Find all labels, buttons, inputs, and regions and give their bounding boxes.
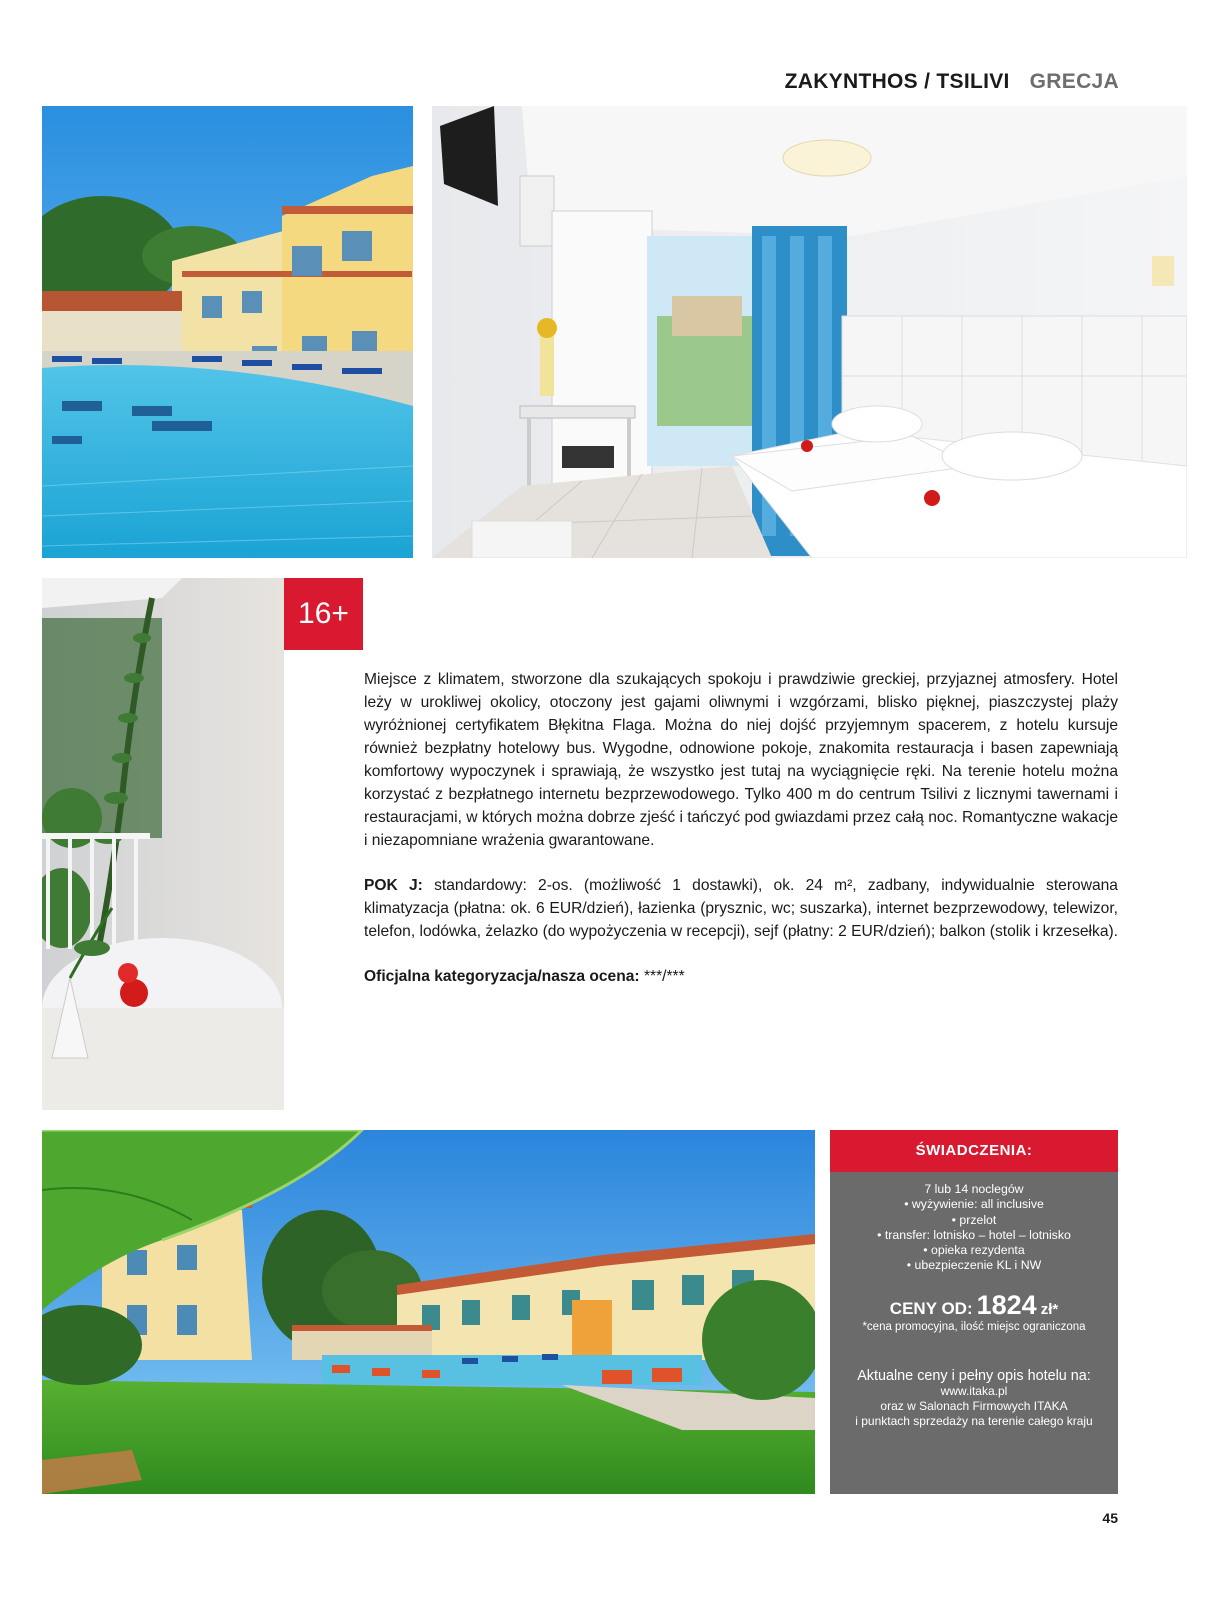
room-label: POK J: xyxy=(364,877,423,894)
rating-paragraph xyxy=(364,965,1118,988)
intro-body: Hotel leży w urokliwej okolicy, otoczony jest gajami oliwnymi i wzgórzami, blisko pięknej, piaszczystej plaży wyróżnionej certyfikatem Błękitna Flaga. Można do niej dojść przyjemnym spacerem, z hotelu kursuje również bezpłatny hotelowy bus. Wygodne, odnowione pokoje, znakomita restauracja i basen zapewniają komfortowy wypoczynek i sprawiają, że wszystko jest tutaj na wyciągnięcie ręki. Na terenie hotelu można korzystać z bezpłatnego internetu bezprzewodowego. Tylko 400 m do centrum Tsilivi z licznymi tawernami i restauracjami, w których można dobrze zjeść i tańczyć pod gwiazdami przez całą noc. Romantyczne wakacje i niezapomniane wrażenia gwarantowane. xyxy=(364,671,1119,849)
benefit-item: • transfer: lotnisko – hotel – lotnisko xyxy=(877,1227,1071,1242)
price-currency: zł* xyxy=(1040,1300,1059,1318)
price-row xyxy=(830,1290,1118,1321)
room-paragraph xyxy=(364,874,1118,943)
hotel-garden-photo xyxy=(42,1130,815,1494)
country-label: GRECJA xyxy=(1029,70,1119,93)
balcony-detail-photo xyxy=(42,578,284,1110)
intro-paragraph xyxy=(364,668,1118,852)
benefits-title: ŚWIADCZENIA: xyxy=(830,1130,1118,1172)
info-heading: Aktualne ceny i pełny opis hotelu na: xyxy=(857,1367,1091,1384)
info-line: i punktach sprzedaży na terenie całego kraju xyxy=(855,1414,1093,1429)
price-note: *cena promocyjna, ilość miejsc ograniczona xyxy=(862,1320,1086,1333)
rating-value: ***/*** xyxy=(639,968,685,985)
benefit-item: 7 lub 14 noclegów xyxy=(924,1182,1024,1196)
room-text: standardowy: 2-os. (możliwość 1 dostawki), ok. 24 m², zadbany, indywidualnie sterowana klimatyzacja (płatna: ok. 6 EUR/dzień), łazienka (prysznic, wc; suszarka), internet bezprzewodowy, telewizor, telefon, lodówka, żelazko (do wypożyczenia w recepcji), sejf (płatny: 2 EUR/dzień); balkon (stolik i krzesełka). xyxy=(364,877,1119,940)
rating-label: Oficjalna kategoryzacja/nasza ocena: xyxy=(364,968,640,985)
destination-title: ZAKYNTHOS / TSILIVI xyxy=(784,70,1010,93)
benefit-item: • wyżywienie: all inclusive xyxy=(904,1197,1044,1212)
intro-lead: Miejsce z klimatem, stworzone dla szukających spokoju i prawdziwie greckiej, przyjaznej atmosfery. xyxy=(364,671,1075,688)
benefits-box xyxy=(830,1130,1118,1494)
info-line: oraz w Salonach Firmowych ITAKA xyxy=(880,1399,1068,1414)
price-label: CENY OD: xyxy=(889,1298,973,1318)
hotel-description xyxy=(364,668,1118,1010)
price-amount: 1824 xyxy=(976,1289,1037,1320)
page-header xyxy=(785,70,1119,94)
benefit-item: • przelot xyxy=(951,1212,997,1227)
info-website: www.itaka.pl xyxy=(940,1383,1008,1398)
hotel-pool-photo xyxy=(42,106,413,558)
benefit-item: • opieka rezydenta xyxy=(923,1243,1025,1258)
benefit-item: • ubezpieczenie KL i NW xyxy=(906,1258,1042,1273)
age-restriction-badge: 16+ xyxy=(284,578,363,650)
hotel-room-photo xyxy=(432,106,1187,558)
page-number: 45 xyxy=(1102,1510,1118,1526)
benefits-list xyxy=(830,1182,1118,1274)
